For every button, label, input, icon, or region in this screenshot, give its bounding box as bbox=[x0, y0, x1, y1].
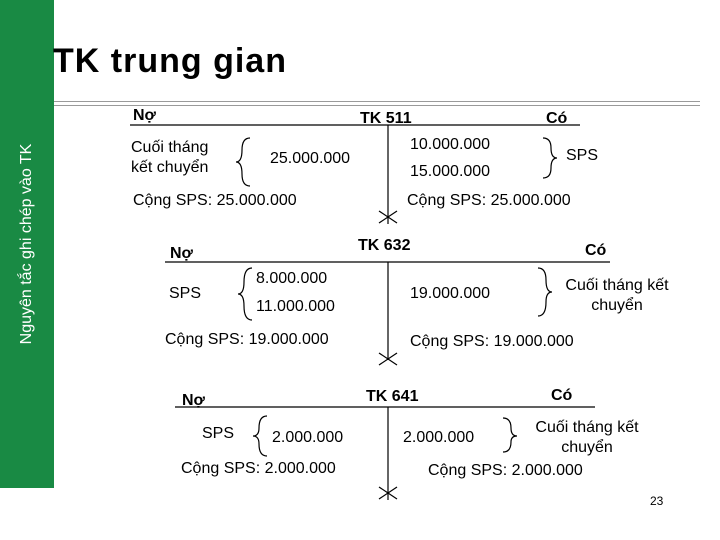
tk511-credit-value-1: 10.000.000 bbox=[410, 136, 491, 153]
tk511-debit-label: Nợ bbox=[133, 107, 156, 124]
tk511-debit-total: Cộng SPS: 25.000.000 bbox=[133, 192, 297, 209]
tk641-left-brace bbox=[253, 416, 267, 456]
tk641-debit-label: Nợ bbox=[182, 392, 205, 409]
tk511-credit-total: Cộng SPS: 25.000.000 bbox=[407, 192, 571, 209]
tk511-left-brace bbox=[236, 138, 250, 186]
tk632-debit-label: Nợ bbox=[170, 245, 193, 262]
tk511-debit-value: 25.000.000 bbox=[270, 150, 351, 167]
tk632-debit-value-1: 8.000.000 bbox=[256, 270, 328, 287]
tk641-account-name: TK 641 bbox=[366, 388, 419, 405]
page-title: TK trung gian bbox=[53, 42, 287, 80]
tk641-debit-desc: SPS bbox=[202, 425, 235, 442]
tk641-debit-value: 2.000.000 bbox=[272, 429, 344, 446]
tk632-right-brace bbox=[538, 268, 552, 316]
tk641-debit-total: Cộng SPS: 2.000.000 bbox=[181, 460, 336, 477]
tk632-debit-total: Cộng SPS: 19.000.000 bbox=[165, 331, 329, 348]
tk641-credit-value: 2.000.000 bbox=[403, 429, 475, 446]
tk641-right-brace bbox=[503, 418, 517, 452]
tk641-credit-desc: Cuối tháng kết chuyển bbox=[535, 419, 639, 456]
tk632-credit-value: 19.000.000 bbox=[410, 285, 491, 302]
tk511-account-name: TK 511 bbox=[360, 110, 412, 127]
tk632-credit-desc: Cuối tháng kết chuyển bbox=[565, 277, 669, 314]
tk511-credit-desc: SPS bbox=[566, 147, 599, 164]
tk511-debit-desc: Cuối tháng kết chuyển bbox=[131, 139, 209, 176]
tk511-credit-value-2: 15.000.000 bbox=[410, 163, 491, 180]
tk511-credit-label: Có bbox=[546, 110, 568, 127]
tk632-left-brace bbox=[238, 268, 252, 320]
tk632-debit-value-2: 11.000.000 bbox=[256, 298, 335, 315]
tk641-credit-label: Có bbox=[551, 387, 573, 404]
tk632-debit-desc: SPS bbox=[169, 285, 202, 302]
tk632-account-name: TK 632 bbox=[358, 237, 411, 254]
tk511-right-brace bbox=[543, 138, 557, 178]
tk632-credit-total: Cộng SPS: 19.000.000 bbox=[410, 333, 574, 350]
page-number: 23 bbox=[650, 494, 664, 508]
tk632-credit-label: Có bbox=[585, 242, 607, 259]
sidebar-text: Nguyên tắc ghi chép vào TK bbox=[18, 143, 35, 345]
tk641-credit-total: Cộng SPS: 2.000.000 bbox=[428, 462, 583, 479]
